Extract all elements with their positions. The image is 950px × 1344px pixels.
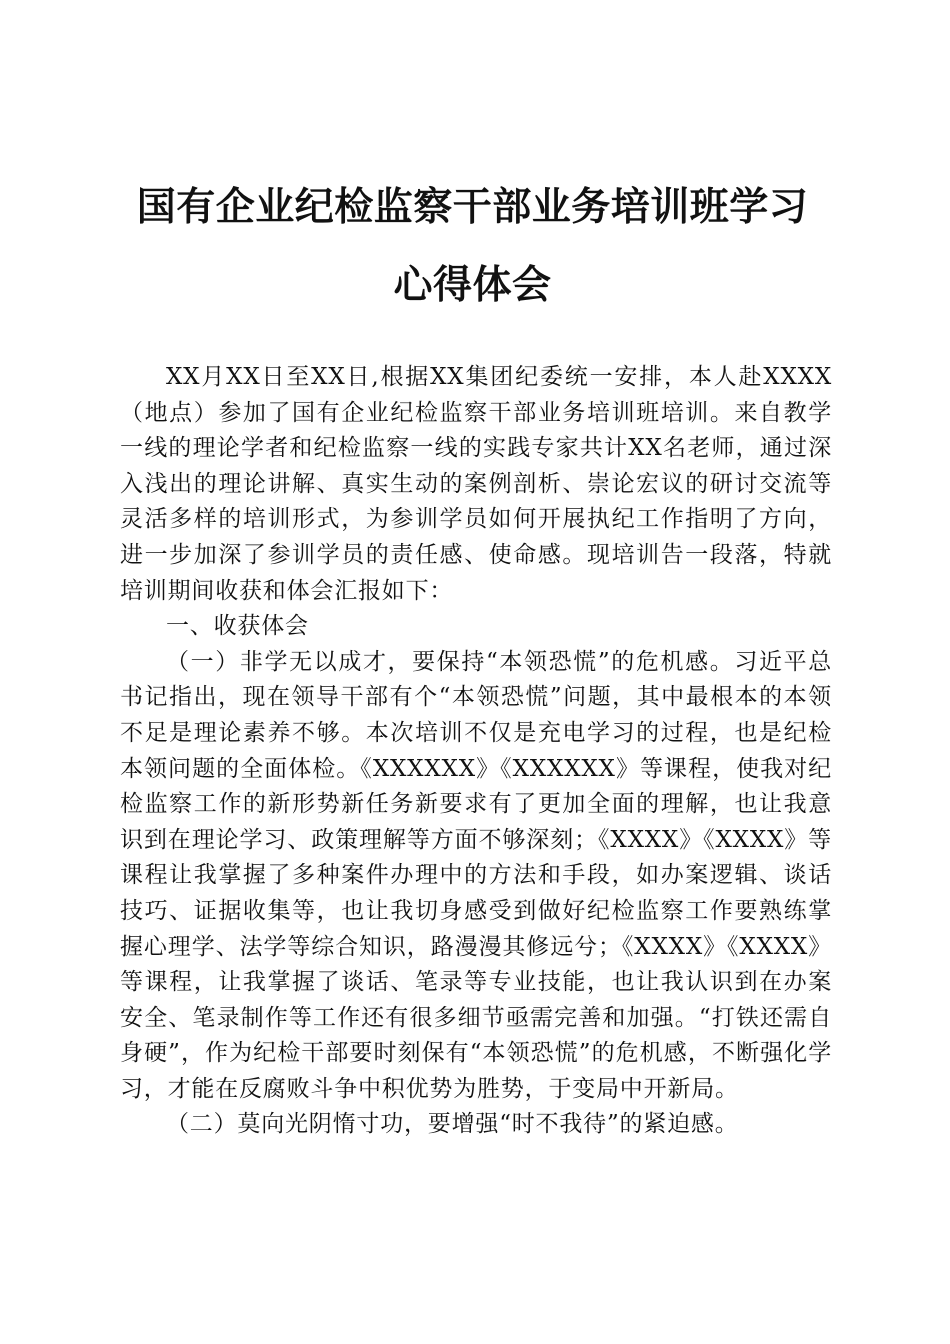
intro-paragraph: XX月XX日至XX日,根据XX集团纪委统一安排，本人赴XXXX（地点）参加了国有企业纪检监察干部业务培训班培训。来自教学一线的理论学者和纪检监察一线的实践专家共计XX名老师，通过深入浅出的理论讲解、真实生动的案例剖析、崇论宏议的研讨交流等灵活多样的培训形式，为参训学员如何开展执纪工作指明了方向，进一步加深了参训学员的责任感、使命感。现培训告一段落，特就培训期间收获和体会汇报如下： (120, 364, 832, 604)
document-body (120, 360, 832, 1143)
point-1-paragraph: （一）非学无以成才，要保持“本领恐慌”的危机感。习近平总书记指出，现在领导干部有个“本领恐慌”问题，其中最根本的本领不足是理论素养不够。本次培训不仅是充电学习的过程，也是纪检本领问题的全面体检。《XXXXXX》《XXXXXX》等课程，使我对纪检监察工作的新形势新任务新要求有了更加全面的理解，也让我意识到在理论学习、政策理解等方面不够深刻；《XXXX》《XXXX》等课程让我掌握了多种案件办理中的方法和手段，如办案逻辑、谈话技巧、证据收集等，也让我切身感受到做好纪检监察工作要熟练掌握心理学、法学等综合知识，路漫漫其修远兮；《XXXX》《XXXX》等课程，让我掌握了谈话、笔录等专业技能，也让我认识到在办案安全、笔录制作等工作还有很多细节亟需完善和加强。“打铁还需自身硬”，作为纪检干部要时刻保有“本领恐慌”的危机感，不断强化学习，才能在反腐败斗争中积优势为胜势，于变局中开新局。 (120, 648, 832, 1102)
document-title: 国有企业纪检监察干部业务培训班学习心得体会 (136, 184, 809, 308)
section-heading-1: 一、收获体会 (166, 613, 309, 640)
point-2-paragraph: （二）莫向光阴惰寸功，要增强“时不我待”的紧迫感。 (166, 1111, 739, 1138)
